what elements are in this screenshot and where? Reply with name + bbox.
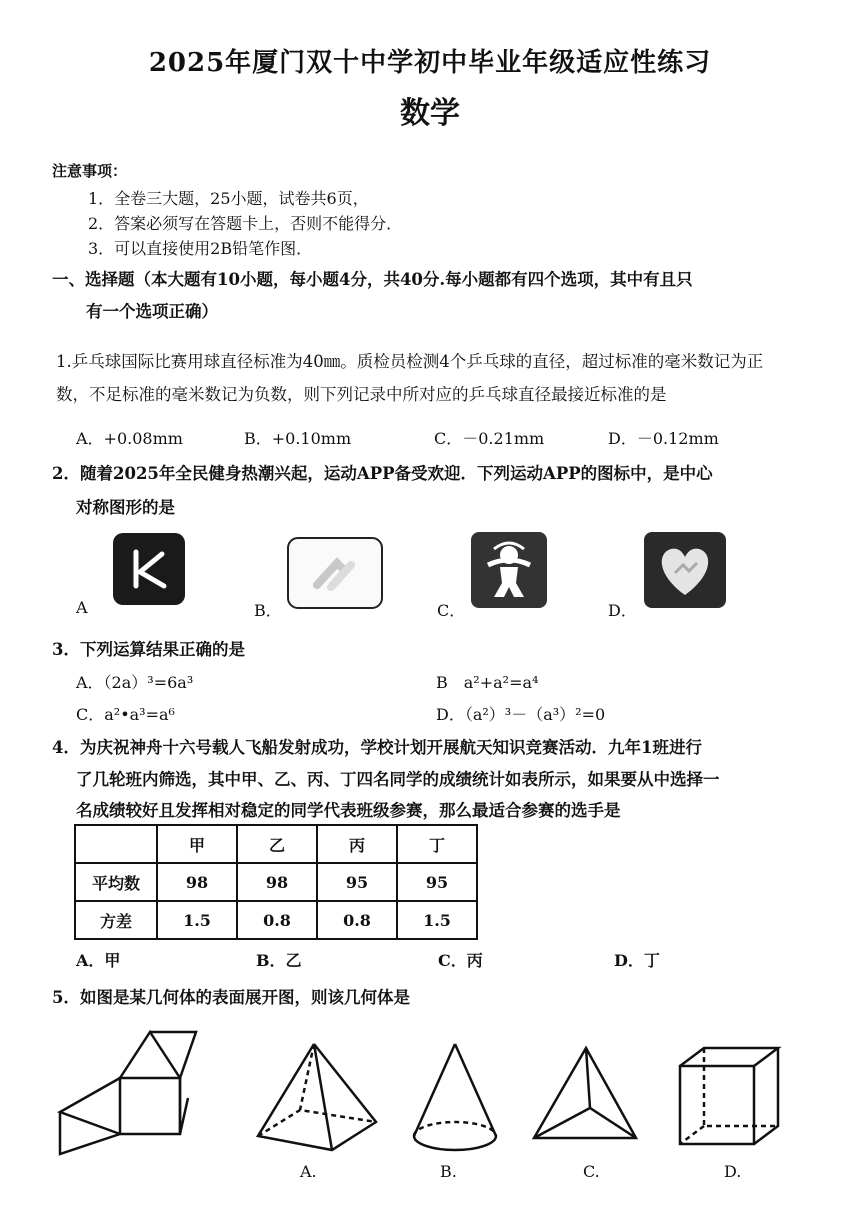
q3-option-d[interactable]: D．（a²）³－（a³）²=0 (436, 705, 606, 724)
q5-option-b[interactable]: B. (440, 1162, 457, 1181)
shape-cone (408, 1040, 502, 1156)
table-header-cell (75, 825, 157, 863)
q1-option-b[interactable]: B．+0.10mm (244, 429, 352, 448)
subject-title: 数学 (400, 96, 460, 131)
q2-option-c[interactable]: C． (437, 601, 466, 620)
table-cell: 98 (237, 863, 317, 901)
q2-option-a[interactable]: A (76, 598, 88, 617)
table-cell: 1.5 (157, 901, 237, 939)
app-icon-b (287, 537, 383, 609)
table-header-row (75, 825, 477, 863)
q5-option-a[interactable]: A. (300, 1162, 317, 1181)
q5-option-d[interactable]: D. (724, 1162, 742, 1181)
table-cell: 95 (397, 863, 477, 901)
shape-cube (676, 1044, 782, 1150)
q4-line2: 了几轮班内筛选，其中甲、乙、丙、丁四名同学的成绩统计如表所示，如果要从中选择一 (76, 770, 720, 789)
q2-option-b[interactable]: B． (254, 601, 282, 620)
q1-line1: 1.乒乓球国际比赛用球直径标准为40㎜。质检员检测4个乒乓球的直径，超过标准的毫米数记为正 (56, 352, 764, 371)
q2-option-d[interactable]: D． (608, 601, 637, 620)
q1-option-d[interactable]: D．－0.12mm (608, 429, 719, 448)
section1-line1: 一、选择题（本大题有10小题，每小题4分，共40分.每小题都有四个选项，其中有且只 (52, 270, 693, 289)
q4-option-b[interactable]: B．乙 (256, 951, 302, 970)
table-cell: 98 (157, 863, 237, 901)
q5-stem: 5．如图是某几何体的表面展开图，则该几何体是 (52, 988, 410, 1007)
q4-option-c[interactable]: C．丙 (438, 951, 483, 970)
q1-option-c[interactable]: C．－0.21mm (434, 429, 545, 448)
shape-tetrahedron (530, 1044, 642, 1144)
table-header-cell: 甲 (157, 825, 237, 863)
table-cell: 95 (317, 863, 397, 901)
q3-stem: 3．下列运算结果正确的是 (52, 640, 245, 659)
q5-option-c[interactable]: C. (583, 1162, 600, 1181)
app-icon-d (643, 531, 727, 609)
note-item-3: 3．可以直接使用2B铅笔作图． (88, 239, 313, 258)
table-cell: 1.5 (397, 901, 477, 939)
exam-title: 2025年厦门双十中学初中毕业年级适应性练习 (148, 48, 712, 78)
table-row (75, 863, 477, 901)
q4-option-a[interactable]: A．甲 (76, 951, 121, 970)
table-row (75, 901, 477, 939)
table-header-cell: 乙 (237, 825, 317, 863)
q4-line3: 名成绩较好且发挥相对稳定的同学代表班级参赛，那么最适合参赛的选手是 (76, 801, 621, 820)
app-icon-a (112, 532, 186, 606)
score-table (74, 824, 478, 940)
table-cell: 0.8 (317, 901, 397, 939)
q3-option-a[interactable]: A．（2a）³=6a³ (76, 673, 194, 692)
table-row-label: 平均数 (75, 863, 157, 901)
section1-line2: 有一个选项正确） (86, 302, 218, 321)
net-diagram (56, 1024, 220, 1160)
shape-pyramid (252, 1038, 382, 1158)
table-cell: 0.8 (237, 901, 317, 939)
q1-option-a[interactable]: A．+0.08mm (76, 429, 183, 448)
note-item-1: 1．全卷三大题，25小题，试卷共6页， (88, 189, 369, 208)
note-item-2: 2．答案必须写在答题卡上，否则不能得分． (88, 214, 403, 233)
q1-line2: 数，不足标准的毫米数记为负数，则下列记录中所对应的乒乓球直径最接近标准的是 (56, 385, 667, 404)
q2-line2: 对称图形的是 (76, 498, 175, 517)
q4-option-d[interactable]: D．丁 (614, 951, 660, 970)
table-header-cell: 丙 (317, 825, 397, 863)
notes-heading: 注意事项： (52, 162, 128, 180)
table-header-cell: 丁 (397, 825, 477, 863)
q4-line1: 4．为庆祝神舟十六号载人飞船发射成功，学校计划开展航天知识竞赛活动．九年1班进行 (52, 738, 702, 757)
app-icon-c (470, 531, 548, 609)
q3-option-b[interactable]: B a²+a²=a⁴ (436, 673, 539, 692)
q2-line1: 2．随着2025年全民健身热潮兴起，运动APP备受欢迎．下列运动APP的图标中，是中心 (52, 464, 713, 483)
q3-option-c[interactable]: C．a²•a³=a⁶ (76, 705, 175, 724)
table-row-label: 方差 (75, 901, 157, 939)
